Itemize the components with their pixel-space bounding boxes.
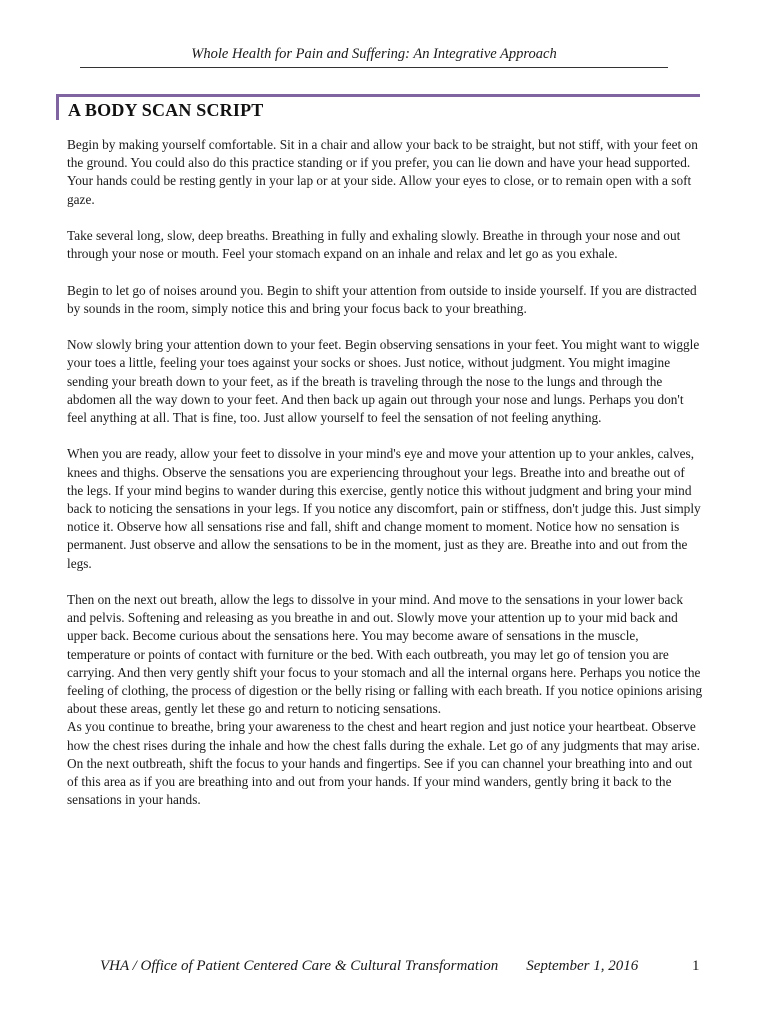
paragraph: Then on the next out breath, allow the legs to dissolve in your mind. And move to the sensations in your lower back and pelvis. Softening and releasing as you breathe in and out. Slowly move your attention up to your mid back and upper back. Become curious about the sensations here. You may become aware of sensations in the muscle, temperature or points of contact with furniture or the bed. With each outbreath, you may let go of tension you are carrying. And then very gently shift your focus to your stomach and all the internal organs here. Perhaps you notice the feeling of clothing, the process of digestion or the belly rising or falling with each breath. If you notice opinions arising about these areas, gently let these go and return to noticing sensations. — [67, 592, 703, 717]
paragraph: As you continue to breathe, bring your awareness to the chest and heart region and just notice your heartbeat. Observe how the chest rises during the inhale and how the chest falls during the exhale. Let go of any judgments that may arise. On the next outbreath, shift the focus to your hands and fingertips. See if you can channel your breathing into and out of this area as if you are breathing into and out from your hands. If your mind wanders, gently bring it back to the sensations in your hands. — [67, 719, 700, 808]
paragraph: Begin to let go of noises around you. Begin to shift your attention from outside to inside yourself. If you are distracted by sounds in the room, simply notice this and bring your focus back to your breathing. — [67, 282, 697, 316]
paragraph: Now slowly bring your attention down to your feet. Begin observing sensations in your feet. You might want to wiggle your toes a little, feeling your toes against your socks or shoes. Just notice, without judgment. You might imagine sending your breath down to your feet, as if the breath is traveling through the nose to the lungs and through the abdomen all the way down to your feet. And then back up again out through your nose and lungs. Perhaps you don't feel anything at all. That is fine, too. Just allow yourself to feel the sensation of not feeling anything. — [67, 337, 700, 425]
paragraph: Take several long, slow, deep breaths. Breathing in fully and exhaling slowly. Breathe in through your nose and out through your nose or mouth. Feel your stomach expand on an inhale and relax and let go as you exhale. — [67, 228, 681, 262]
footer-office: VHA / Office of Patient Centered Care & Cultural Transformation — [100, 958, 499, 974]
section-title: A BODY SCAN SCRIPT — [68, 100, 264, 120]
footer-date: September 1, 2016 — [526, 958, 639, 974]
page-number: 1 — [692, 958, 700, 974]
section-title-bar — [56, 94, 700, 120]
paragraph: Begin by making yourself comfortable. Sit in a chair and allow your back to be straight, but not stiff, with your feet on the ground. You could also do this practice standing or if you prefer, you can lie down and have your head supported. Your hands could be resting gently in your lap or at your side. Allow your eyes to close, or to remain open with a soft gaze. — [67, 137, 698, 207]
running-header: Whole Health for Pain and Suffering: An Integrative Approach — [80, 46, 668, 68]
paragraph: When you are ready, allow your feet to dissolve in your mind's eye and move your attention up to your ankles, calves, knees and thighs. Observe the sensations you are experiencing throughout your legs. Breathe into and breathe out of the legs. If your mind begins to wander during this exercise, gently notice this without judgment and bring your mind back to noticing the sensations in your legs. If you notice any discomfort, pain or stiffness, don't judge this. Just simply notice it. Observe how all sensations rise and fall, shift and change moment to moment. Notice how no sensation is permanent. Just observe and allow the sensations to be in the moment, just as they are. Breathe into and out from the legs. — [67, 446, 701, 571]
body-text — [67, 136, 703, 809]
page-footer — [100, 958, 700, 975]
